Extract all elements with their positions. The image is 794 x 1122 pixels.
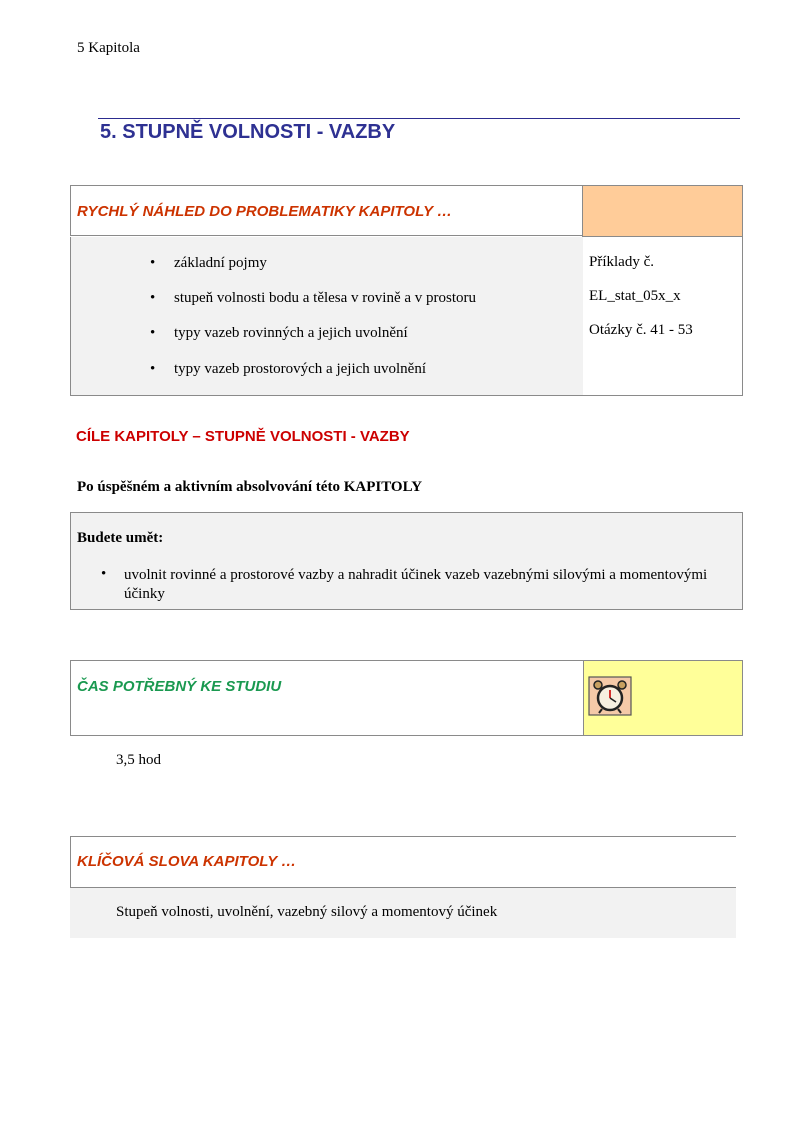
study-time-value: 3,5 hod — [116, 752, 161, 768]
list-item-text: typy vazeb rovinných a jejich uvolnění — [174, 325, 408, 341]
list-item — [150, 290, 476, 307]
list-item-text: základní pojmy — [174, 255, 267, 271]
chapter-title: 5. STUPNĚ VOLNOSTI - VAZBY — [100, 121, 396, 143]
study-time-header-cell — [70, 660, 583, 736]
page-header: 5 Kapitola — [77, 40, 140, 56]
goals-title: CÍLE KAPITOLY – STUPNĚ VOLNOSTI - VAZBY — [76, 428, 410, 445]
alarm-clock-icon — [588, 676, 632, 716]
examples-code: EL_stat_05x_x — [589, 288, 681, 304]
list-item — [150, 361, 426, 378]
chapter-title-rule — [98, 118, 740, 119]
overview-title: RYCHLÝ NÁHLED DO PROBLEMATIKY KAPITOLY … — [77, 203, 453, 220]
bullet-icon: • — [150, 361, 156, 377]
keywords-top-rule — [70, 836, 736, 837]
goals-intro: Po úspěšném a aktivním absolvování této KAPITOLY — [77, 479, 423, 495]
examples-label: Příklady č. — [589, 254, 654, 270]
bullet-icon: • — [150, 325, 156, 341]
overview-bottom-rule — [70, 395, 743, 396]
list-item — [150, 255, 267, 272]
bullet-icon: • — [150, 290, 156, 306]
keywords-text: Stupeň volnosti, uvolnění, vazebný silový a momentový účinek — [116, 904, 498, 920]
study-time-title: ČAS POTŘEBNÝ KE STUDIU — [77, 678, 282, 695]
list-item-text: stupeň volnosti bodu a tělesa v rovině a v prostoru — [174, 290, 477, 306]
bullet-icon: • — [150, 255, 156, 271]
list-item-text: typy vazeb prostorových a jejich uvolnění — [174, 361, 427, 377]
questions-range: Otázky č. 41 - 53 — [589, 322, 693, 338]
goals-item: uvolnit rovinné a prostorové vazby a nahradit účinek vazeb vazebnými silovými a momentovými účinky — [124, 567, 708, 602]
list-item — [150, 325, 408, 342]
overview-accent-cell — [582, 185, 743, 237]
goals-box-label: Budete umět: — [77, 530, 164, 546]
keywords-title: KLÍČOVÁ SLOVA KAPITOLY … — [77, 853, 297, 870]
bullet-icon: • — [101, 566, 107, 582]
keywords-left-rule — [70, 836, 71, 888]
